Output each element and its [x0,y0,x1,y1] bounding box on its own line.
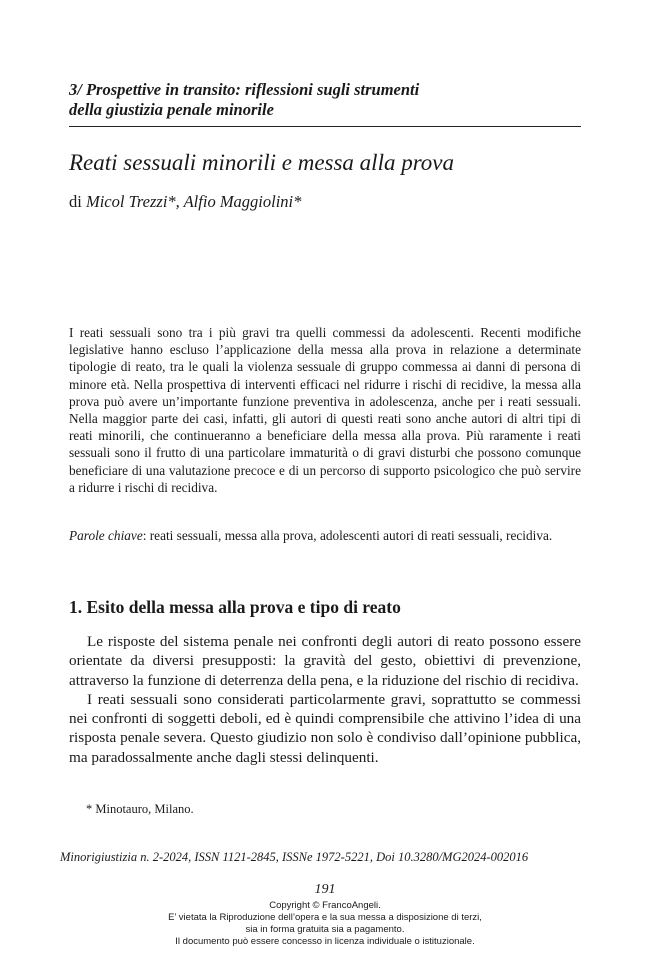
copyright-line: sia in forma gratuita sia a pagamento. [245,924,405,935]
byline-prefix: di [69,192,82,211]
copyright-line: Il documento può essere concesso in licenza individuale o istituzionale. [175,936,475,947]
keywords-text: : reati sessuali, messa alla prova, adolescenti autori di reati sessuali, recidiva. [142,528,553,543]
page-number: 191 [314,882,336,897]
paragraph: I reati sessuali sono considerati particolarmente gravi, soprattutto se commessi nei confronti di soggetti deboli, ed è quindi comprensibile che attivino l’idea di una risposta penale severa. Questo giudizio non solo è condiviso dall’opinione pubblica, ma paradossalmente anche dagli stessi delinquenti. [69,690,581,766]
copyright-notice [0,900,650,948]
section-header-line-2: della giustizia penale minorile [69,100,274,119]
copyright-line: Copyright © FrancoAngeli. [269,900,381,911]
copyright-line: E’ vietata la Riproduzione dell’opera e la sua messa a disposizione di terzi, [168,912,482,923]
keywords-label: Parole chiave [69,528,143,543]
footnote: * Minotauro, Milano. [86,802,194,816]
byline [69,191,589,213]
abstract: I reati sessuali sono tra i più gravi tra quelli commessi da adolescenti. Recenti modifiche legislative hanno escluso l’applicazione della messa alla prova in relazione a determinate tipologie di reato, tra le quali la violenza sessuale di gruppo commessa ai danni di persona di minore età. Nella prospettiva di interventi efficaci nel ridurre i rischi di recidive, la messa alla prova può avere un’importante funzione preventiva in adolescenza, anche per i reati sessuali. Nella maggior parte dei casi, infatti, gli autori di questi reati sono anche autori di altri tipi di reati minorili, che continueranno a beneficiare della messa alla prova. Più raramente i reati sessuali sono il frutto di una particolare immaturità o di gravi disturbi che possono comunque beneficiare di una valutazione precoce e di un percorso di supporto psicologico che può servire a ridurre i rischi di recidiva. [69,325,581,495]
section-header [69,80,581,127]
body-text [69,632,581,767]
section-header-line-1: 3/ Prospettive in transito: riflessioni sugli strumenti [69,80,420,99]
keywords [69,527,581,544]
journal-citation: Minorigiustizia n. 2-2024, ISSN 1121-2845, ISSNe 1972-5221, Doi 10.3280/MG2024-002016 [60,850,529,864]
authors: Micol Trezzi*, Alfio Maggiolini* [85,192,302,211]
section-heading: 1. Esito della messa alla prova e tipo di reato [69,597,401,617]
article-title: Reati sessuali minorili e messa alla prova [69,150,455,175]
paragraph: Le risposte del sistema penale nei confronti degli autori di reato possono essere orientate da diversi presupposti: la gravità del gesto, obiettivi di prevenzione, attraverso la funzione di deterrenza della pena, e la riduzione del rischio di recidiva. [69,633,581,689]
